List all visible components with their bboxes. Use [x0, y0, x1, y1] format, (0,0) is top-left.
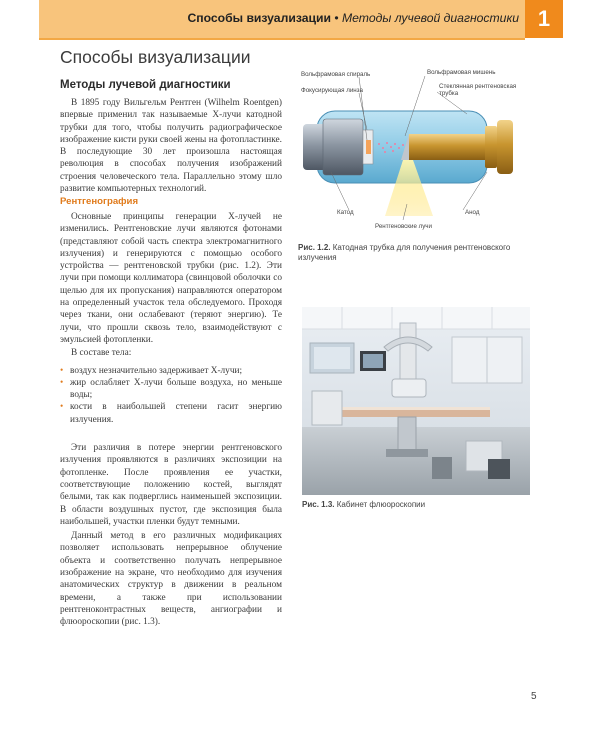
figure-1-2-caption-prefix: Рис. 1.2. [298, 243, 331, 252]
tungsten-filament [366, 140, 371, 154]
label-anode: Анод [465, 209, 480, 216]
label-glass-tube-line1: Стеклянная рентгеновская [439, 83, 517, 90]
paragraph-principles: Основные принципы генерации Х-лучей не изменились. Рентгеновские лучи являются фотонами (представляют собой часть спектра электромагнитного излучения) и генерируются с помощью особого устройства — рентгеновской трубки (рис. 1.2). Эти лучи при помощи коллиматора (свинцовой оболочки со щелью для их пропускания) направляются оператором на определенный участок тела обследуемого. Проходя через ткани, они ослабевают (теряют энергию). Те лучи, что прошли сквозь тело, взаимодействуют с эмульсией фотопленки. [60, 212, 282, 345]
paragraph-differences: Эти различия в потере энергии рентгеновского излучения проявляются в различиях экспозиции на фотопленке. После проявления ее участки, соответствующие положению костей, выглядят белыми, так как подверглись наименьшей экспозиции. В области воздушных пустот, где экспозиция была наибольшей, участки пленки будут темными. [60, 443, 282, 527]
fluoroscopy-room-photo [302, 307, 530, 495]
header-separator: • [330, 11, 343, 25]
subsection-title: Рентгенография [60, 196, 139, 207]
header-title-bold: Способы визуализации [187, 11, 331, 25]
list-intro: В составе тела: [71, 348, 132, 359]
anode-cap [497, 120, 513, 174]
list-item: • жир ослабляет Х-лучи больше воздуха, но меньше воды; [60, 377, 282, 402]
figure-1-2-caption-text: Катодная трубка для получения рентгеновского излучения [298, 243, 511, 262]
list-item: • воздух незначительно задерживает Х-лучи; [60, 365, 282, 377]
figure-1-3-caption-text: Кабинет флюороскопии [336, 500, 426, 509]
header-title [187, 11, 519, 25]
label-tungsten-target: Вольфрамовая мишень [427, 69, 496, 76]
intro-paragraph: В 1895 году Вильгельм Рентген (Wilhelm Roentgen) впервые применил так называемые Х-лучи катодной трубки для того, чтобы получить радиографическое изображение кисти руки своей жены на фотопластинке. В последующие 30 лет произошла настоящая революция в способах получения изображений строения человеческого тела. Параллельно этому шло развитие компьютерных технологий. [60, 98, 282, 195]
body-composition-list [60, 365, 282, 426]
xray-tube-diagram [297, 64, 537, 236]
page-number: 5 [531, 691, 537, 702]
list-item: • кости в наибольшей степени гасит энергию излучения. [60, 401, 282, 426]
header-title-italic: Методы лучевой диагностики [342, 11, 519, 25]
intro-paragraph-block [60, 97, 282, 195]
page-title: Способы визуализации [60, 47, 251, 67]
figure-1-2-caption [298, 243, 528, 263]
running-header [39, 0, 525, 40]
cathode-body [323, 119, 363, 175]
label-focusing-lens: Фокусирующая линза [301, 87, 363, 94]
section-title: Методы лучевой диагностики [60, 79, 231, 91]
figure-1-3-caption [302, 500, 532, 510]
label-xrays: Рентгеновские лучи [375, 223, 432, 230]
anode-collar [485, 126, 497, 168]
figure-1-3-caption-prefix: Рис. 1.3. [302, 500, 335, 509]
chapter-number-tab: 1 [525, 0, 563, 38]
paragraph-method: Данный метод в его различных модификациях позволяет использовать непрерывное облучение объекта и соответственно получать непрерывное изображение на экране, что необходимо для изучения анатомических структур в движении в реальном времени, а также при использовании рентгеноконтрастных веществ, ангиографии и флюороскопии (рис. 1.3). [60, 531, 282, 628]
label-cathode: Катод [337, 209, 354, 216]
label-glass-tube-line2: трубка [439, 90, 459, 97]
body-column [60, 211, 282, 629]
label-tungsten-spiral: Вольфрамовая спираль [301, 71, 371, 78]
